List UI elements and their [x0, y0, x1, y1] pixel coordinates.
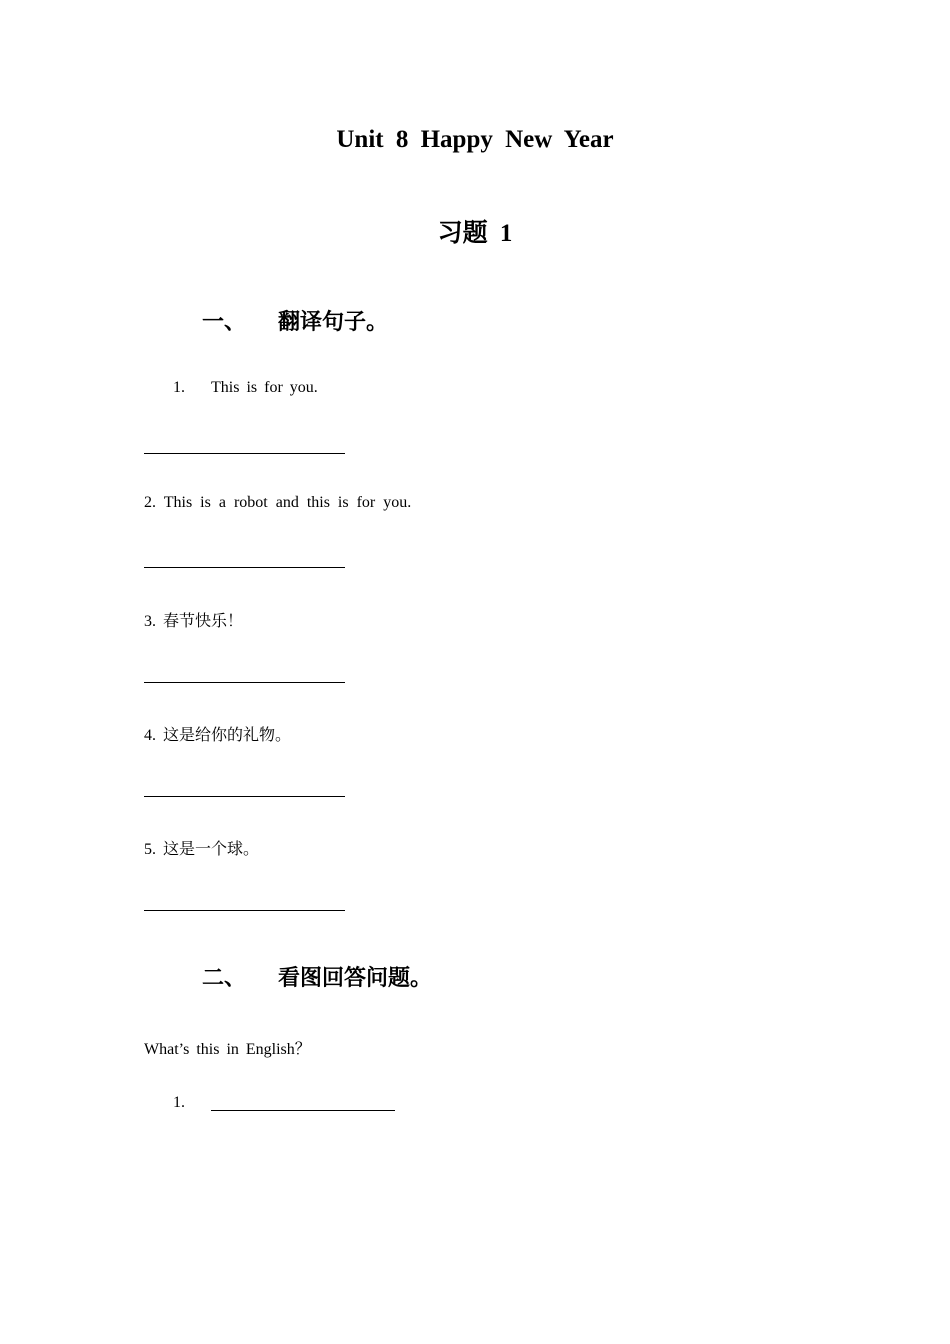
item1-number: 1.	[173, 379, 185, 396]
section1-heading: 翻译句子。	[278, 309, 389, 334]
item3-text: 春节快乐！	[163, 613, 244, 630]
page-title: Unit 8 Happy New Year	[336, 126, 614, 153]
item5	[144, 836, 259, 859]
item5-number: 5.	[144, 841, 156, 858]
answer-line-4[interactable]	[144, 796, 345, 797]
item2-number: 2.	[144, 494, 156, 511]
section2-answer-line-1[interactable]	[211, 1110, 395, 1111]
page-subtitle: 习题 1	[437, 220, 513, 247]
answer-line-5[interactable]	[144, 910, 345, 911]
item4-text: 这是给你的礼物。	[163, 727, 292, 744]
section2-number: 二、	[202, 965, 247, 990]
section2-item1-number: 1.	[173, 1094, 185, 1111]
item4-number: 4.	[144, 727, 156, 744]
item2-text: This is a robot and this is for you.	[163, 494, 412, 511]
item1-text: This is for you.	[211, 379, 318, 396]
item3	[144, 608, 243, 631]
answer-line-3[interactable]	[144, 682, 345, 683]
item4	[144, 722, 291, 745]
answer-line-1[interactable]	[144, 453, 345, 454]
section2-prompt: What’s this in English？	[144, 1041, 311, 1058]
section2-heading: 看图回答问题。	[278, 965, 433, 990]
answer-line-2[interactable]	[144, 567, 345, 568]
item2	[144, 494, 411, 512]
item3-number: 3.	[144, 613, 156, 630]
section1-number: 一、	[202, 309, 247, 334]
item5-text: 这是一个球。	[163, 841, 260, 858]
